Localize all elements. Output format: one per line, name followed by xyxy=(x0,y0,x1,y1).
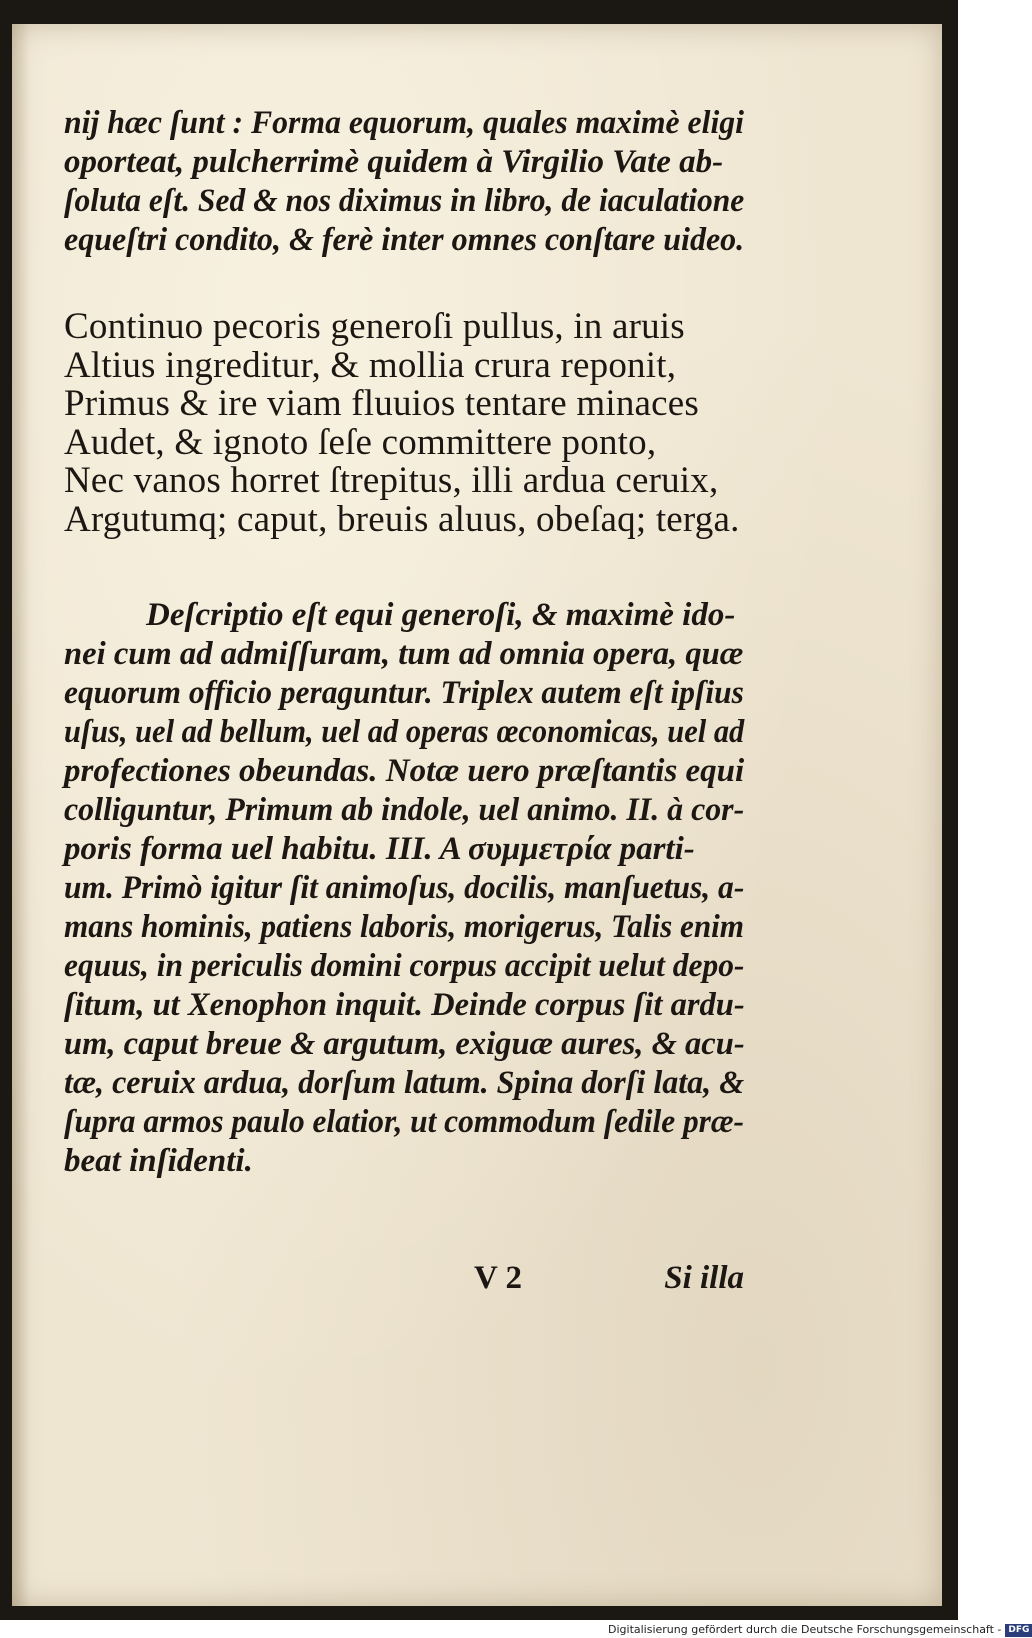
dfg-logo: DFG xyxy=(1005,1624,1032,1637)
signature-mark: V 2 xyxy=(474,1260,522,1296)
verse-line: Argutumq; caput, breuis aluus, obeſaq; terga. xyxy=(64,498,740,540)
text-line: beat inſidenti. xyxy=(64,1143,253,1179)
book-page xyxy=(12,24,942,1606)
text-line: tæ, ceruix ardua, dorſum latum. Spina dorſi lata, & xyxy=(64,1065,745,1101)
text-line: colliguntur, Primum ab indole, uel animo. II. à cor- xyxy=(64,792,745,828)
text-line: nij hæc ſunt : Forma equorum, quales maximè eligi xyxy=(64,105,744,141)
verse-line: Altius ingreditur, & mollia crura reponit, xyxy=(64,344,677,386)
verse-line: Continuo pecoris generoſi pullus, in aruis xyxy=(64,306,685,347)
verse-quotation xyxy=(64,308,744,539)
text-line: mans hominis, patiens laboris, morigerus, Talis enim xyxy=(64,909,745,945)
paragraph-commentary xyxy=(64,596,744,1181)
text-line: Deſcriptio eſt equi generoſi, & maximè ido- xyxy=(146,597,736,633)
digitization-credit xyxy=(608,1621,1032,1638)
text-line: um, caput breue & argutum, exiguæ aures, & acu- xyxy=(64,1026,745,1062)
catchword: Si illa xyxy=(664,1260,744,1296)
text-line: nei cum ad admiſſuram, tum ad omnia opera, quæ xyxy=(64,636,744,672)
text-line: ſitum, ut Xenophon inquit. Deinde corpus ſit ardu- xyxy=(64,987,745,1023)
text-line: equus, in periculis domini corpus accipit uelut depo- xyxy=(64,948,745,984)
text-line: poris forma uel habitu. III. A συμμετρία parti- xyxy=(64,831,695,867)
text-line: ſoluta eſt. Sed & nos diximus in libro, de iaculatione xyxy=(64,183,745,219)
text-line: oporteat, pulcherrimè quidem à Virgilio Vate ab- xyxy=(64,144,724,180)
paragraph-intro xyxy=(64,104,744,260)
text-line: ſupra armos paulo elatior, ut commodum ſedile præ- xyxy=(64,1104,745,1140)
credit-text: Digitalisierung gefördert durch die Deutsche Forschungsgemeinschaft - xyxy=(608,1623,1002,1636)
text-line: equeſtri condito, & ferè inter omnes conſtare uideo. xyxy=(64,222,745,258)
verse-line: Primus & ire viam fluuios tentare minaces xyxy=(64,383,699,424)
text-line: um. Primò igitur ſit animoſus, docilis, manſuetus, a- xyxy=(64,870,745,906)
text-line: profectiones obeundas. Notæ uero præſtantis equi xyxy=(64,753,745,789)
verse-line: Nec vanos horret ſtrepitus, illi ardua ceruix, xyxy=(64,460,719,501)
text-line: equorum officio peraguntur. Triplex autem eſt ipſius xyxy=(64,675,744,711)
verse-line: Audet, & ignoto ſeſe committere ponto, xyxy=(64,421,657,463)
text-line: uſus, uel ad bellum, uel ad operas œconomicas, uel ad xyxy=(64,714,745,750)
